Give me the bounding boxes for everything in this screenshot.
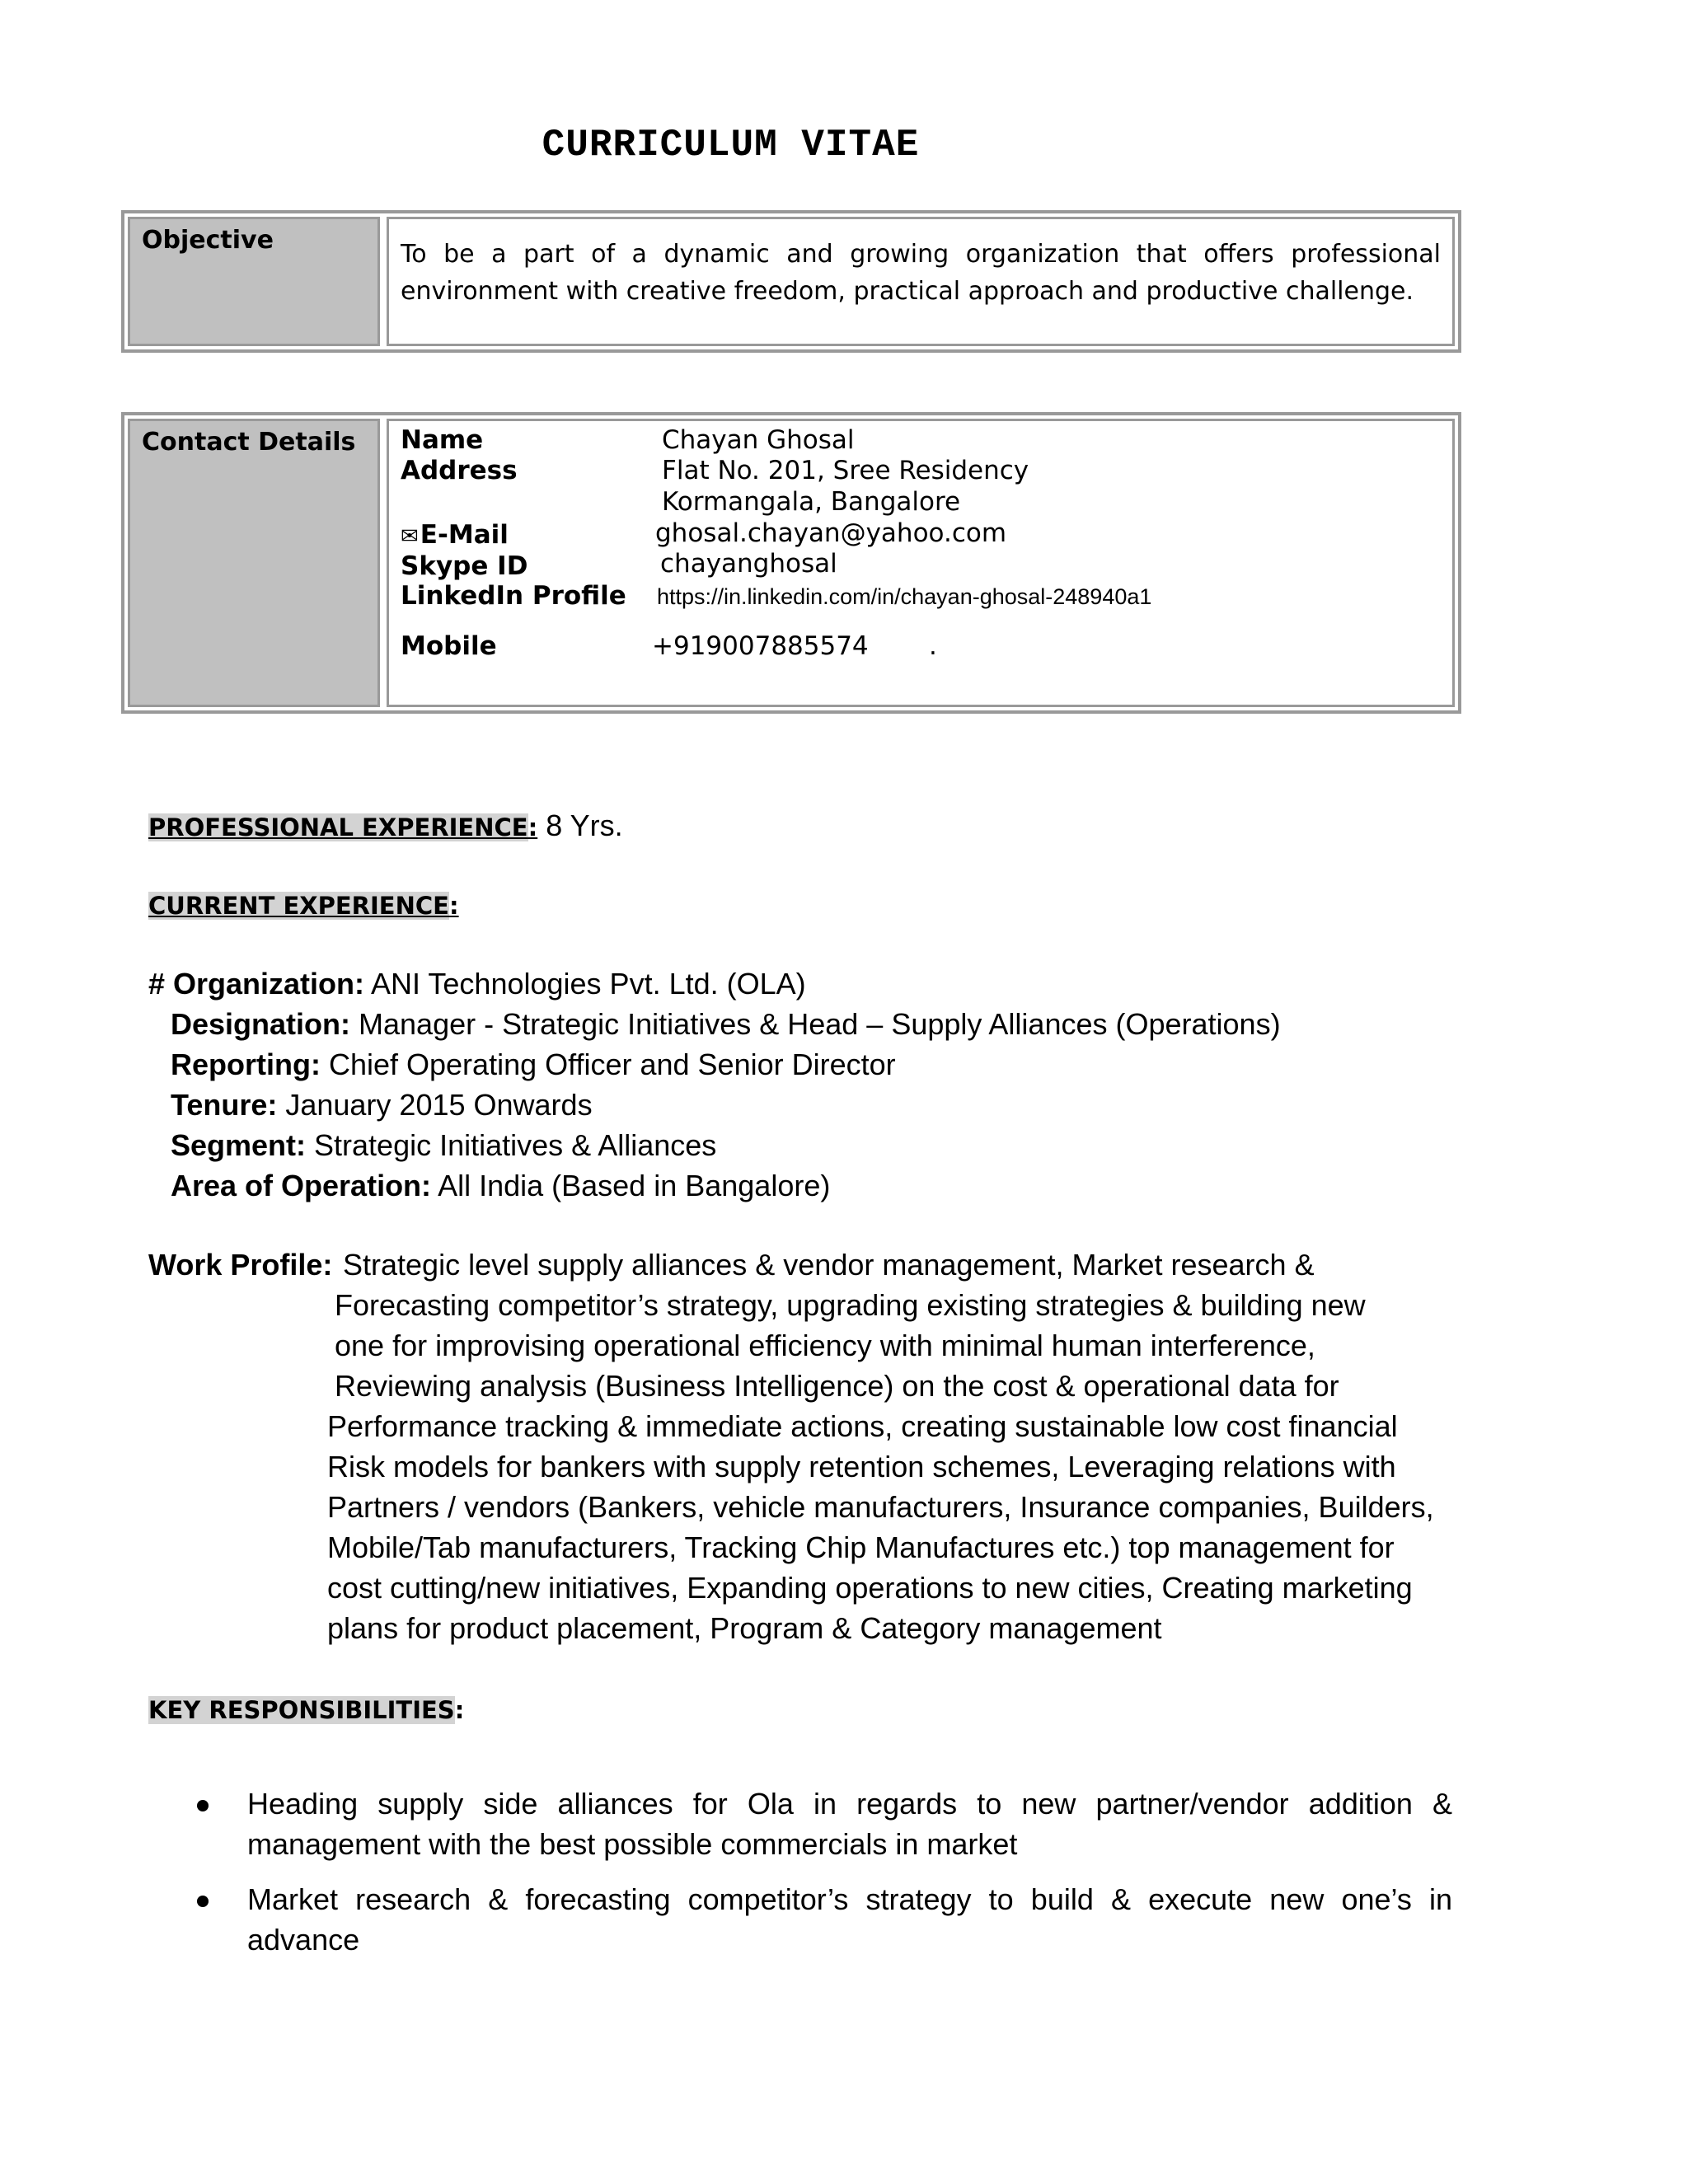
bullet-icon (197, 1896, 209, 1907)
contact-details-label: Contact Details (128, 419, 380, 707)
professional-experience-value: 8 Yrs. (537, 808, 623, 842)
professional-experience-heading: PROFESSIONAL EXPERIENCE: 8 Yrs. (148, 808, 623, 842)
mobile-value: +919007885574 (652, 631, 869, 661)
objective-table (121, 210, 1461, 353)
work-profile-line: cost cutting/new initiatives, Expanding operations to new cities, Creating marketing (327, 1571, 1413, 1605)
linkedin-label: LinkedIn Profile (401, 581, 626, 611)
email-label: E-Mail (420, 520, 509, 550)
work-profile-line: Reviewing analysis (Business Intelligence) on the cost & operational data for (335, 1369, 1339, 1403)
professional-experience-label: PROFESSIONAL EXPERIENCE (148, 813, 528, 841)
address-line-1: Flat No. 201, Sree Residency (662, 456, 1029, 485)
key-responsibilities-label: KEY RESPONSIBILITIES (148, 1696, 455, 1724)
responsibility-item: Market research & forecasting competitor’s strategy to build & execute new one’s in advance (247, 1882, 1452, 1957)
email-value[interactable]: ghosal.chayan@yahoo.com (655, 518, 1007, 548)
work-profile-line: one for improvising operational efficiency with minimal human interference, (335, 1329, 1315, 1362)
key-responsibilities-heading: KEY RESPONSIBILITIES: (148, 1696, 465, 1724)
mobile-trailer: . (929, 631, 937, 661)
document-title: CURRICULUM VITAE (542, 124, 920, 166)
name-label: Name (401, 425, 484, 455)
work-profile-line: Strategic level supply alliances & vendor management, Market research & (343, 1248, 1315, 1282)
work-profile-line: Performance tracking & immediate actions, creating sustainable low cost financial (327, 1409, 1398, 1443)
email-label-group (401, 520, 509, 550)
work-profile-line: Risk models for bankers with supply retention schemes, Leveraging relations with (327, 1450, 1396, 1483)
contact-details-table (121, 412, 1461, 714)
skype-value: chayanghosal (660, 549, 837, 579)
segment-line: Segment: Strategic Initiatives & Alliances (171, 1128, 717, 1162)
current-experience-heading: CURRENT EXPERIENCE: (148, 892, 459, 920)
address-line-2: Kormangala, Bangalore (662, 487, 961, 517)
current-experience-label: CURRENT EXPERIENCE (148, 892, 449, 920)
objective-label: Objective (128, 217, 380, 346)
linkedin-link[interactable]: https://in.linkedin.com/in/chayan-ghosal-248940a1 (657, 584, 1152, 609)
address-label: Address (401, 456, 518, 485)
work-profile-line: plans for product placement, Program & Category management (327, 1611, 1162, 1645)
skype-label: Skype ID (401, 551, 528, 581)
tenure-line: Tenure: January 2015 Onwards (171, 1088, 593, 1122)
work-profile-line: Mobile/Tab manufacturers, Tracking Chip Manufactures etc.) top management for (327, 1530, 1395, 1564)
area-of-operation-line: Area of Operation: All India (Based in Bangalore) (171, 1169, 831, 1202)
work-profile-line: Forecasting competitor’s strategy, upgrading existing strategies & building new (335, 1288, 1366, 1322)
envelope-icon: ✉ (401, 524, 419, 549)
mobile-label: Mobile (401, 631, 497, 661)
organization-line: # Organization: ANI Technologies Pvt. Ltd. (OLA) (148, 967, 806, 1001)
reporting-line: Reporting: Chief Operating Officer and Senior Director (171, 1047, 896, 1081)
work-profile-label: Work Profile: (148, 1248, 333, 1282)
name-value: Chayan Ghosal (662, 425, 855, 455)
responsibility-item: Heading supply side alliances for Ola in regards to new partner/vendor addition & management with the best possible commercials in market (247, 1787, 1452, 1861)
designation-line: Designation: Manager - Strategic Initiatives & Head – Supply Alliances (Operations) (171, 1007, 1281, 1041)
bullet-icon (197, 1800, 209, 1811)
contact-details-body (387, 419, 1455, 707)
work-profile-line: Partners / vendors (Bankers, vehicle manufacturers, Insurance companies, Builders, (327, 1490, 1434, 1524)
objective-body (387, 217, 1455, 346)
objective-text: To be a part of a dynamic and growing organization that offers professional environment with creative freedom, practical approach and productive challenge. (401, 240, 1441, 306)
